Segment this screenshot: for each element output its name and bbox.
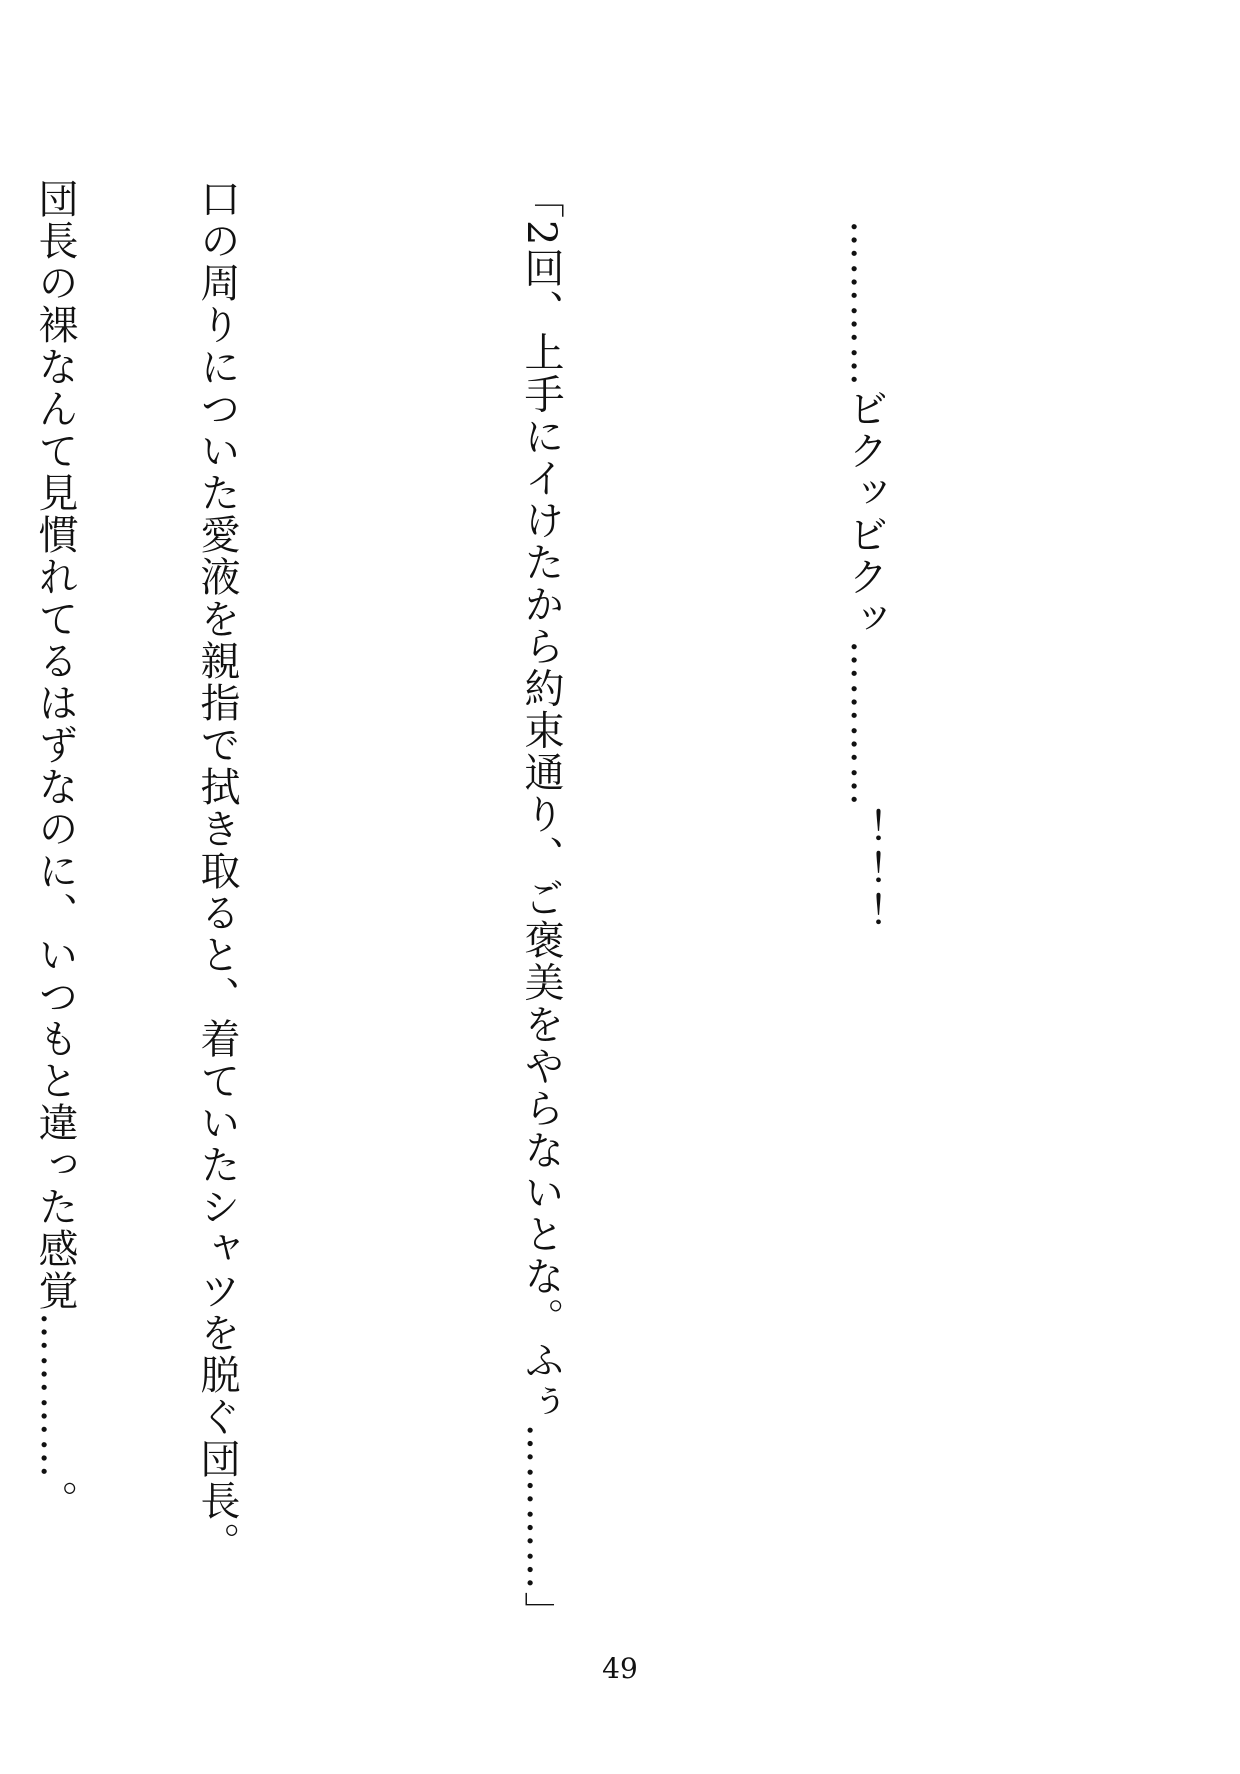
page-number: 49	[602, 1652, 638, 1685]
text-line: 口の周りについた愛液を親指で拭き取ると、着ていたシャツを脱ぐ団長。	[194, 178, 240, 1564]
text-line: 団長の裸なんて見慣れてるはずなのに、いつもと違った感覚…………。	[32, 178, 78, 1522]
blank-line	[352, 178, 406, 1558]
blank-line	[676, 178, 730, 1558]
text-line: …………ビクッビクッ…………！！！	[842, 178, 888, 934]
text-line: 「2回、上手にイけたから約束通り、ご褒美をやらないとな。ふぅ…………」	[518, 178, 564, 1634]
vertical-text-body	[32, 178, 1000, 1634]
